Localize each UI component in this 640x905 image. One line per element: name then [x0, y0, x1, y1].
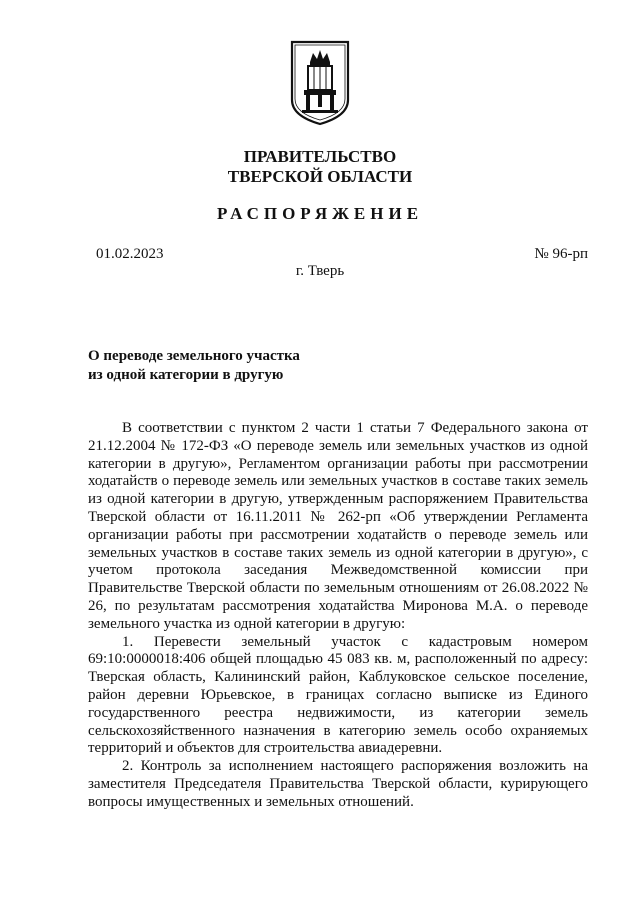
organization-name-line2: ТВЕРСКОЙ ОБЛАСТИ: [227, 167, 413, 186]
document-date: 01.02.2023: [96, 246, 164, 262]
subject-line1: О переводе земельного участка: [88, 348, 300, 364]
organization-name-line1: ПРАВИТЕЛЬСТВО: [243, 147, 397, 166]
subject-line2: из одной категории в другую: [88, 367, 284, 383]
tver-coat-of-arms-icon: [289, 40, 351, 126]
document-body: [88, 420, 588, 812]
body-paragraph: 1. Перевести земельный участок с кадастровым номером 69:10:0000018:406 общей площадью 45 083 кв. м, расположенный по адресу: Тверская область, Калининский район, Каблуковское сельское поселение, район деревни Юрьевское, в границах согласно выписке из Единого государственного реестра недвижимости, из категории земель сельскохозяйственного назначения в категорию земель особо охраняемых территорий и объектов для строительства авиадеревни.: [88, 633, 588, 757]
document-type: РАСПОРЯЖЕНИЕ: [216, 204, 424, 223]
document-number: № 96-рп: [534, 246, 588, 262]
body-paragraph: В соответствии с пунктом 2 части 1 статьи 7 Федерального закона от 21.12.2004 № 172-ФЗ «О переводе земель или земельных участков из одной категории в другую», Регламентом организации работы при рассмотрении ходатайств о переводе земель или земельных участков в составе таких земель из одной категории в другую, утвержденным распоряжением Правительства Тверской области от 16.11.2011 № 262-рп «Об утверждении Регламента организации работы при рассмотрении ходатайств о переводе земель или земельных участков в составе таких земель из одной категории в другую», с учетом протокола заседания Межведомственной комиссии при Правительстве Тверской области по земельным отношениям от 26.08.2022 № 26, по результатам рассмотрения ходатайства Миронова М.А. о переводе земельного участка из одной категории в другую:: [88, 420, 588, 632]
document-city: г. Тверь: [295, 263, 345, 279]
document-subject: [88, 347, 408, 385]
body-paragraph: 2. Контроль за исполнением настоящего распоряжения возложить на заместителя Председателя Правительства Тверской области, курирующего вопросы имущественных и земельных отношений.: [88, 758, 588, 810]
